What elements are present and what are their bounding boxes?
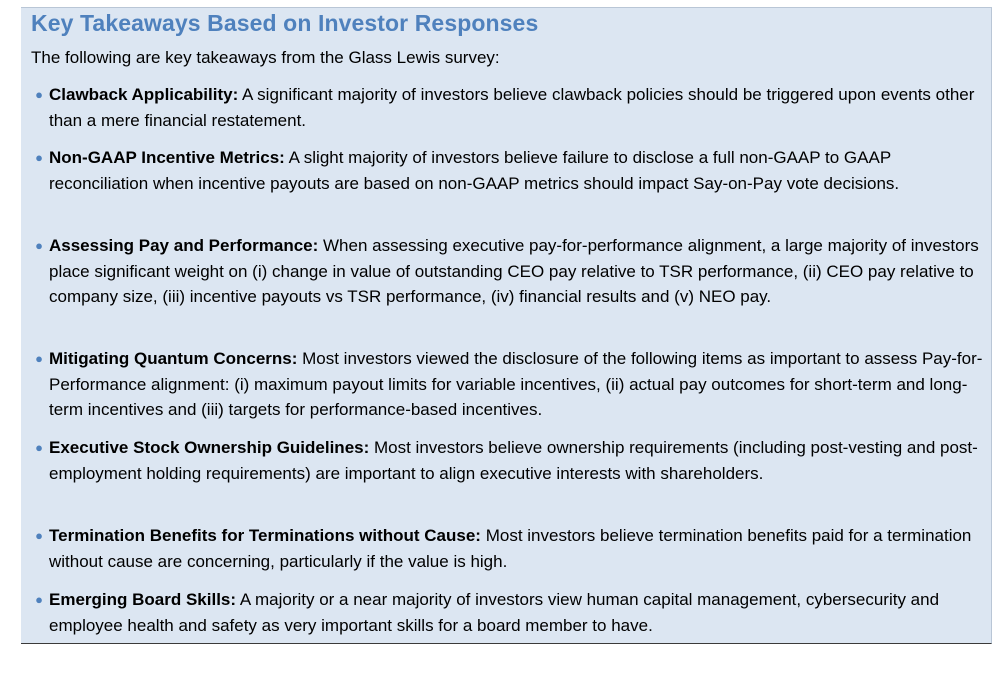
takeaway-label: Emerging Board Skills:	[49, 590, 237, 609]
takeaway-item	[29, 233, 991, 310]
takeaway-item	[29, 523, 991, 574]
bullet-icon: ●	[35, 238, 43, 253]
bullet-icon: ●	[35, 351, 43, 366]
takeaway-label: Non-GAAP Incentive Metrics:	[49, 148, 285, 167]
takeaway-text: A slight majority of investors believe failure to disclose a full non-GAAP to GAAP reconciliation when incentive payouts are based on non-GAAP metrics should impact Say-on-Pay vote decisions.	[49, 148, 900, 193]
takeaway-text: A majority or a near majority of investors view human capital management, cybersecurity and employee health and safety as very important skills for a board member to have.	[49, 590, 940, 635]
takeaway-text: Most investors believe termination benefits paid for a termination without cause are concerning, particularly if the value is high.	[49, 526, 972, 571]
takeaway-item	[29, 435, 991, 486]
bullet-icon: ●	[35, 150, 43, 165]
takeaway-label: Executive Stock Ownership Guidelines:	[49, 438, 370, 457]
takeaway-label: Mitigating Quantum Concerns:	[49, 349, 298, 368]
takeaway-text: A significant majority of investors believe clawback policies should be triggered upon events other than a mere financial restatement.	[49, 85, 975, 130]
takeaway-text: Most investors viewed the disclosure of the following items as important to assess Pay-for-Performance alignment: (i) maximum payout limits for variable incentives, (ii) actual pay outcomes for short-term and long-term incentives and (iii) targets for performance-based incentives.	[49, 349, 983, 419]
bullet-icon: ●	[35, 87, 43, 102]
takeaway-item	[29, 145, 991, 196]
takeaways-panel	[21, 7, 992, 644]
takeaway-item	[29, 587, 991, 638]
takeaway-text: Most investors believe ownership requirements (including post-vesting and post-employment holding requirements) are important to align executive interests with shareholders.	[49, 438, 978, 483]
bullet-icon: ●	[35, 592, 43, 607]
bullet-icon: ●	[35, 440, 43, 455]
takeaway-label: Termination Benefits for Terminations without Cause:	[49, 526, 481, 545]
takeaway-label: Assessing Pay and Performance:	[49, 236, 319, 255]
takeaway-item	[29, 82, 991, 133]
intro-text: The following are key takeaways from the Glass Lewis survey:	[31, 48, 500, 67]
takeaway-text: When assessing executive pay-for-performance alignment, a large majority of investors place significant weight on (i) change in value of outstanding CEO pay relative to TSR performance, (ii) CEO pay relative to company size, (iii) incentive payouts vs TSR performance, (iv) financial results and (v) NEO pay.	[49, 236, 979, 306]
takeaway-item	[29, 346, 991, 423]
panel-title: Key Takeaways Based on Investor Responses	[31, 10, 539, 36]
bullet-icon: ●	[35, 528, 43, 543]
takeaway-label: Clawback Applicability:	[49, 85, 239, 104]
